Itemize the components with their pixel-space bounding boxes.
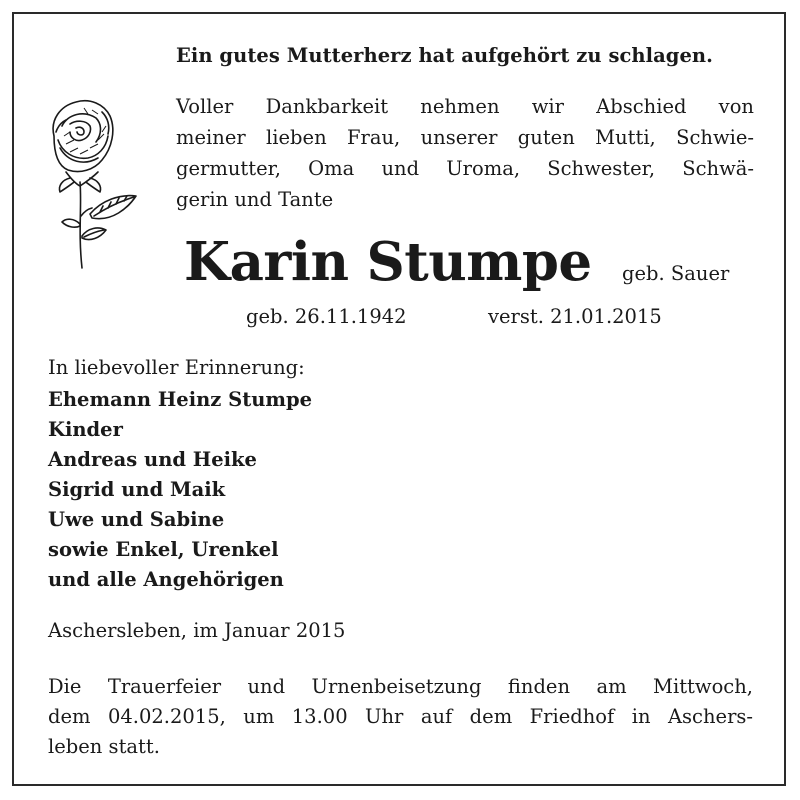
death-date: verst. 21.01.2015 (488, 305, 662, 328)
memory-label: In liebevoller Erinnerung: (48, 356, 305, 379)
mourner-line: Uwe und Sabine (48, 508, 225, 531)
intro-line: Voller Dankbarkeit nehmen wir Abschied von (176, 95, 754, 118)
intro-text (176, 91, 754, 215)
service-details (48, 672, 753, 762)
mourner-line: Andreas und Heike (48, 448, 257, 471)
deceased-name: Karin Stumpe (184, 231, 592, 293)
mourner-line: Sigrid und Maik (48, 478, 226, 501)
mourner-line: sowie Enkel, Urenkel (48, 538, 279, 561)
mourner-line: und alle Angehörigen (48, 568, 284, 591)
mourners-list (48, 385, 312, 595)
mourner-line: Ehemann Heinz Stumpe (48, 388, 313, 411)
intro-line: meiner lieben Frau, unserer guten Mutti, Schwie- (176, 126, 754, 149)
service-line: Die Trauerfeier und Urnenbeisetzung finden am Mittwoch, (48, 675, 753, 698)
birth-date: geb. 26.11.1942 (246, 305, 407, 328)
headline: Ein gutes Mutterherz hat aufgehört zu schlagen. (176, 44, 713, 67)
place-date: Aschersleben, im Januar 2015 (48, 619, 346, 642)
intro-line: germutter, Oma und Uroma, Schwester, Schwä- (176, 157, 754, 180)
maiden-name: geb. Sauer (622, 262, 730, 285)
rose-icon (40, 96, 162, 276)
service-line: leben statt. (48, 735, 160, 758)
mourner-line: Kinder (48, 418, 123, 441)
intro-line: gerin und Tante (176, 188, 334, 211)
service-line: dem 04.02.2015, um 13.00 Uhr auf dem Friedhof in Aschers- (48, 705, 753, 728)
